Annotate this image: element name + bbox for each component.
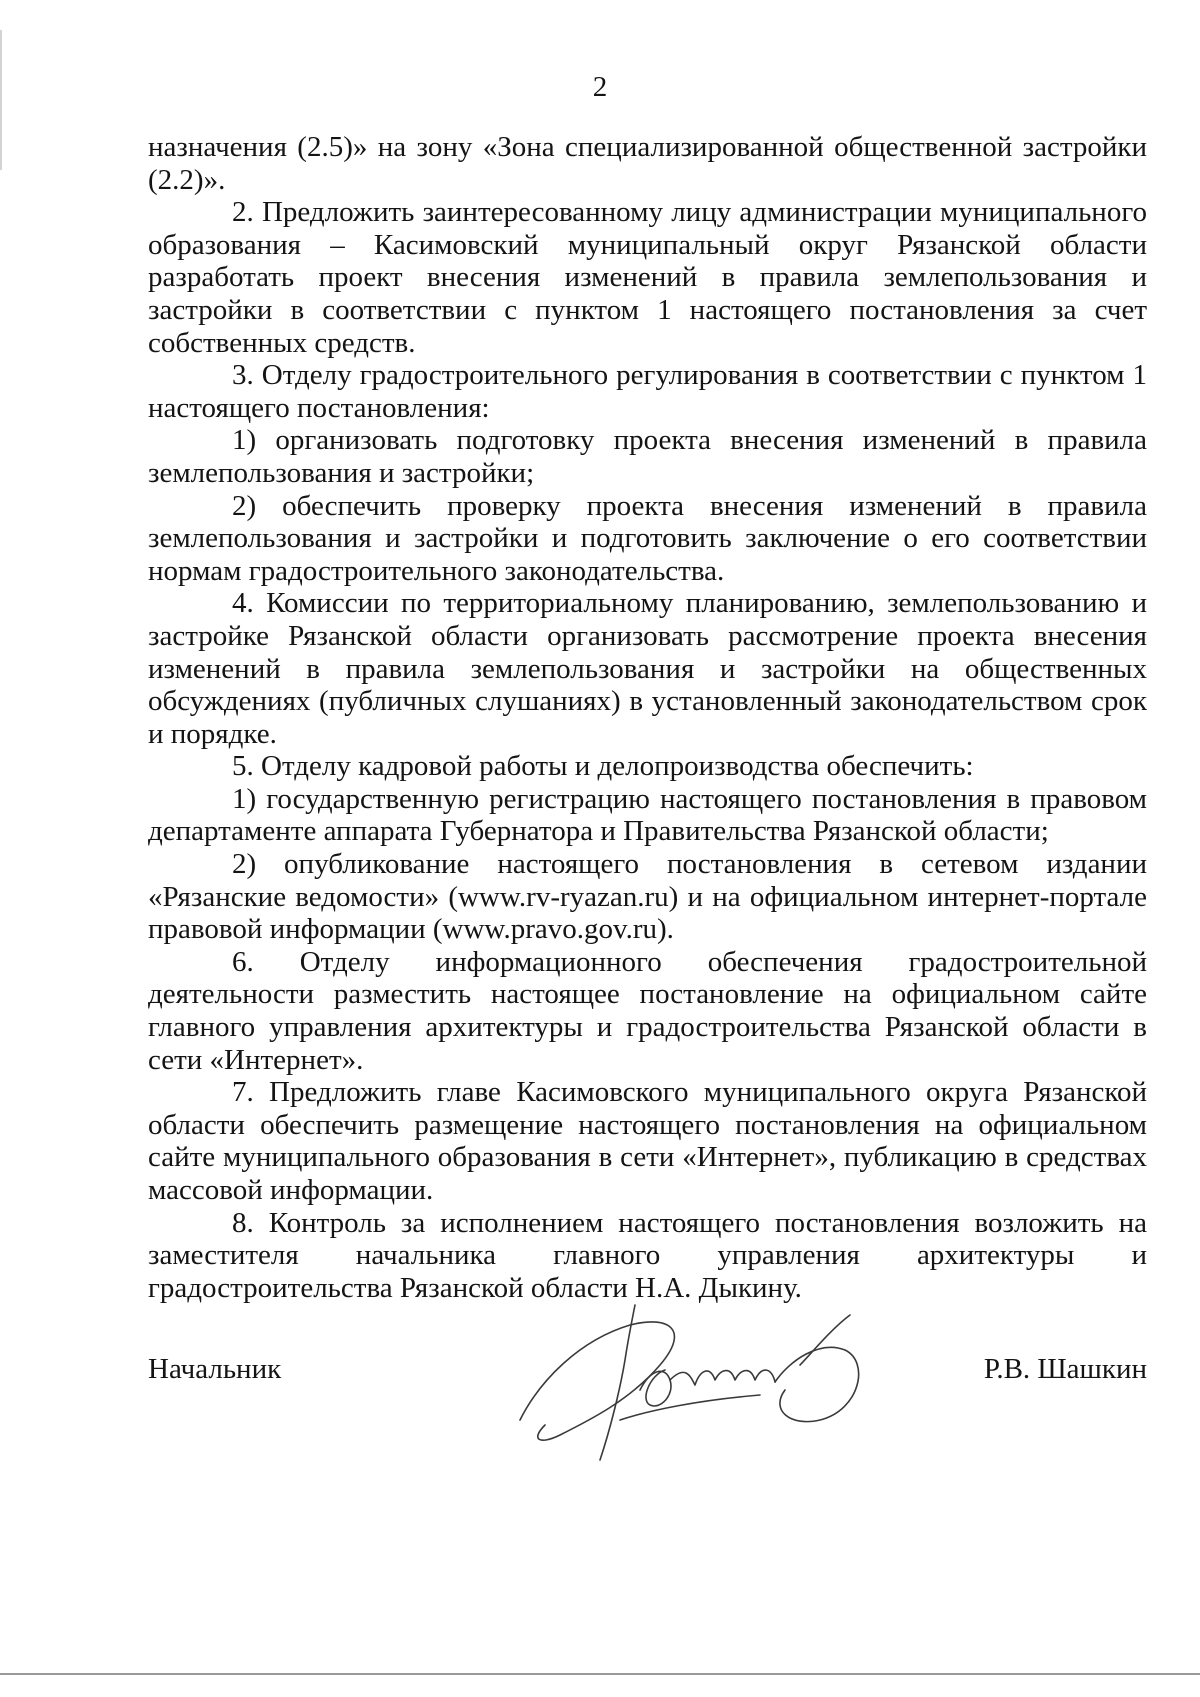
- paragraph-item-7: 7. Предложить главе Касимовского муниципального округа Рязанской области обеспечить размещение настоящего постановления на официальном сайте муниципального образования в сети «Интернет», публикацию в средствах массовой информации.: [148, 1076, 1147, 1206]
- paragraph-item-5: 5. Отделу кадровой работы и делопроизводства обеспечить:: [232, 750, 974, 783]
- signatory-name: Р.В. Шашкин: [983, 1353, 1147, 1385]
- page-number: 2: [592, 71, 608, 103]
- paragraph-item-3: 3. Отделу градостроительного регулирования в соответствии с пунктом 1 настоящего постановления:: [148, 359, 1147, 424]
- paragraph-item-5-2: 2) опубликование настоящего постановления в сетевом издании «Рязанские ведомости» (www.rv-ryazan.ru) и на официальном интернет-портале правовой информации (www.pravo.gov.ru).: [148, 848, 1147, 946]
- paragraph-item-3-2: 2) обеспечить проверку проекта внесения изменений в правила землепользования и застройки и подготовить заключение о его соответствии нормам градостроительного законодательства.: [148, 489, 1147, 587]
- paragraph-item-8: 8. Контроль за исполнением настоящего постановления возложить на заместителя начальника главного управления архитектуры и градостроительства Рязанской области Н.А. Дыкину.: [148, 1206, 1147, 1304]
- paragraph-item-2: 2. Предложить заинтересованному лицу администрации муниципального образования – Касимовский муниципальный округ Рязанской области разработать проект внесения изменений в правила землепользования и застройки в соответствии с пунктом 1 настоящего постановления за счет собственных средств.: [148, 196, 1147, 359]
- document-body: [148, 131, 1147, 1304]
- paragraph-item-5-1: 1) государственную регистрацию настоящего постановления в правовом департаменте аппарата Губернатора и Правительства Рязанской области;: [148, 782, 1147, 848]
- paragraph-item-6: 6. Отделу информационного обеспечения градостроительной деятельности разместить настоящее постановление на официальном сайте главного управления архитектуры и градостроительства Рязанской области в сети «Интернет».: [148, 945, 1147, 1076]
- signature-block: [148, 1352, 1147, 1392]
- paragraph-item-4: 4. Комиссии по территориальному планированию, землепользованию и застройке Рязанской области организовать рассмотрение проекта внесения изменений в правила землепользования и застройки на общественных обсуждениях (публичных слушаниях) в установленный законодательством срок и порядке.: [148, 587, 1147, 750]
- paragraph-continuation: назначения (2.5)» на зону «Зона специализированной общественной застройки (2.2)».: [148, 131, 1147, 196]
- scan-edge-left: [0, 30, 2, 170]
- signatory-title: Начальник: [148, 1353, 282, 1385]
- scan-edge-bottom: [0, 1673, 1200, 1675]
- paragraph-item-3-1: 1) организовать подготовку проекта внесения изменений в правила землепользования и застройки;: [148, 424, 1147, 489]
